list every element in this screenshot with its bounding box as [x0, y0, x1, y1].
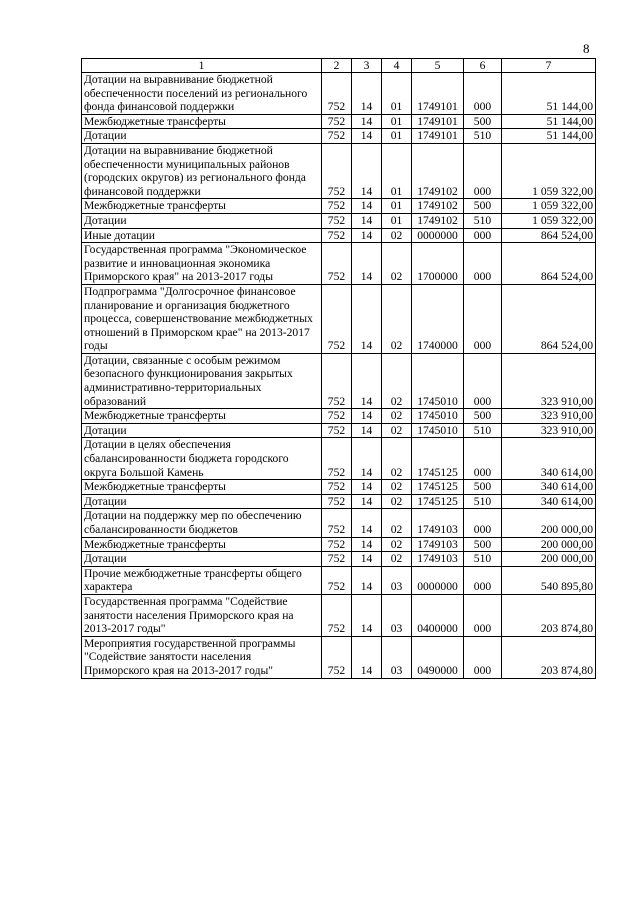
cell-col4: 01	[382, 143, 412, 198]
cell-col6: 510	[464, 213, 502, 228]
cell-col2: 752	[322, 284, 352, 353]
cell-col2: 752	[322, 480, 352, 495]
cell-col2: 752	[322, 353, 352, 408]
cell-amount: 1 059 322,00	[502, 213, 596, 228]
cell-col4: 02	[382, 284, 412, 353]
cell-name: Межбюджетные трансферты	[82, 480, 322, 495]
cell-col4: 01	[382, 199, 412, 214]
column-header: 1	[82, 59, 322, 73]
cell-col4: 01	[382, 129, 412, 144]
table-row	[82, 438, 596, 480]
cell-col4: 02	[382, 409, 412, 424]
cell-col2: 752	[322, 494, 352, 509]
cell-col4: 02	[382, 494, 412, 509]
cell-col3: 14	[352, 114, 382, 129]
cell-col3: 14	[352, 552, 382, 567]
cell-col6: 510	[464, 494, 502, 509]
cell-col3: 14	[352, 509, 382, 537]
cell-col5: 1700000	[412, 243, 464, 285]
cell-col6: 000	[464, 594, 502, 636]
table-row	[82, 509, 596, 537]
cell-col4: 02	[382, 552, 412, 567]
cell-name: Государственная программа "Экономическое развитие и инновационная экономика Приморского края" на 2013-2017 годы	[82, 243, 322, 285]
cell-col5: 0000000	[412, 228, 464, 243]
cell-col2: 752	[322, 509, 352, 537]
cell-col4: 02	[382, 509, 412, 537]
cell-name: Дотации на выравнивание бюджетной обеспеченности поселений из регионального фонда финансовой поддержки	[82, 73, 322, 115]
cell-name: Дотации на выравнивание бюджетной обеспеченности муниципальных районов (городских округов) из регионального фонда финансовой поддержки	[82, 143, 322, 198]
cell-col2: 752	[322, 73, 352, 115]
table-row	[82, 566, 596, 594]
cell-col3: 14	[352, 143, 382, 198]
cell-col4: 02	[382, 423, 412, 438]
cell-amount: 340 614,00	[502, 494, 596, 509]
cell-name: Мероприятия государственной программы "Содействие занятости населения Приморского края на 2013-2017 годы"	[82, 636, 322, 678]
cell-col5: 1745125	[412, 494, 464, 509]
cell-col2: 752	[322, 228, 352, 243]
cell-col2: 752	[322, 243, 352, 285]
cell-amount: 200 000,00	[502, 509, 596, 537]
cell-col4: 03	[382, 594, 412, 636]
cell-col6: 000	[464, 243, 502, 285]
table-row	[82, 114, 596, 129]
cell-name: Государственная программа "Содействие занятости населения Приморского края на 2013-2017 годы"	[82, 594, 322, 636]
table-row	[82, 636, 596, 678]
cell-name: Дотации на поддержку мер по обеспечению сбалансированности бюджетов	[82, 509, 322, 537]
cell-col3: 14	[352, 228, 382, 243]
cell-col6: 000	[464, 566, 502, 594]
cell-col2: 752	[322, 143, 352, 198]
budget-table	[81, 58, 596, 679]
cell-col5: 1749101	[412, 114, 464, 129]
cell-amount: 864 524,00	[502, 243, 596, 285]
cell-name: Дотации в целях обеспечения сбалансированности бюджета городского округа Большой Камень	[82, 438, 322, 480]
cell-col3: 14	[352, 636, 382, 678]
cell-col6: 000	[464, 228, 502, 243]
cell-col6: 500	[464, 199, 502, 214]
cell-col5: 1749103	[412, 552, 464, 567]
table-row	[82, 243, 596, 285]
column-header: 2	[322, 59, 352, 73]
cell-name: Прочие межбюджетные трансферты общего характера	[82, 566, 322, 594]
cell-col6: 000	[464, 509, 502, 537]
cell-amount: 323 910,00	[502, 353, 596, 408]
cell-col3: 14	[352, 423, 382, 438]
table-row	[82, 199, 596, 214]
cell-col5: 1745125	[412, 480, 464, 495]
cell-col4: 02	[382, 438, 412, 480]
cell-col2: 752	[322, 552, 352, 567]
header-row	[82, 59, 596, 73]
cell-col3: 14	[352, 73, 382, 115]
cell-amount: 203 874,80	[502, 636, 596, 678]
cell-col5: 1749102	[412, 213, 464, 228]
cell-col4: 01	[382, 114, 412, 129]
cell-col3: 14	[352, 594, 382, 636]
cell-name: Межбюджетные трансферты	[82, 114, 322, 129]
cell-col6: 000	[464, 438, 502, 480]
table-row	[82, 409, 596, 424]
cell-amount: 540 895,80	[502, 566, 596, 594]
cell-col3: 14	[352, 243, 382, 285]
cell-col3: 14	[352, 409, 382, 424]
cell-col6: 500	[464, 409, 502, 424]
cell-col4: 01	[382, 213, 412, 228]
cell-col6: 000	[464, 73, 502, 115]
column-header: 3	[352, 59, 382, 73]
cell-col4: 02	[382, 353, 412, 408]
cell-col3: 14	[352, 213, 382, 228]
cell-amount: 203 874,80	[502, 594, 596, 636]
cell-amount: 340 614,00	[502, 438, 596, 480]
cell-col2: 752	[322, 129, 352, 144]
cell-name: Дотации, связанные с особым режимом безопасного функционирования закрытых административно-территориальных образований	[82, 353, 322, 408]
page-number: 8	[583, 41, 590, 56]
cell-col3: 14	[352, 494, 382, 509]
cell-amount: 1 059 322,00	[502, 199, 596, 214]
cell-col3: 14	[352, 566, 382, 594]
cell-col5: 1749102	[412, 143, 464, 198]
cell-amount: 51 144,00	[502, 73, 596, 115]
cell-col6: 500	[464, 537, 502, 552]
cell-name: Межбюджетные трансферты	[82, 199, 322, 214]
cell-col4: 03	[382, 566, 412, 594]
cell-col5: 1749101	[412, 129, 464, 144]
cell-col5: 1745010	[412, 409, 464, 424]
cell-col6: 510	[464, 552, 502, 567]
cell-col4: 02	[382, 228, 412, 243]
cell-col5: 1745010	[412, 353, 464, 408]
table-row	[82, 129, 596, 144]
cell-col3: 14	[352, 284, 382, 353]
cell-col5: 0000000	[412, 566, 464, 594]
table-row	[82, 228, 596, 243]
cell-amount: 323 910,00	[502, 423, 596, 438]
cell-col4: 03	[382, 636, 412, 678]
cell-col3: 14	[352, 129, 382, 144]
cell-col3: 14	[352, 537, 382, 552]
cell-col6: 510	[464, 423, 502, 438]
cell-col2: 752	[322, 199, 352, 214]
cell-amount: 51 144,00	[502, 129, 596, 144]
table-row	[82, 423, 596, 438]
cell-amount: 864 524,00	[502, 228, 596, 243]
cell-amount: 51 144,00	[502, 114, 596, 129]
cell-col4: 02	[382, 537, 412, 552]
cell-amount: 200 000,00	[502, 537, 596, 552]
cell-col2: 752	[322, 423, 352, 438]
cell-col2: 752	[322, 537, 352, 552]
column-header: 4	[382, 59, 412, 73]
cell-col5: 0490000	[412, 636, 464, 678]
cell-name: Иные дотации	[82, 228, 322, 243]
cell-name: Дотации	[82, 213, 322, 228]
cell-col6: 000	[464, 636, 502, 678]
cell-amount: 1 059 322,00	[502, 143, 596, 198]
cell-col4: 02	[382, 480, 412, 495]
cell-col2: 752	[322, 566, 352, 594]
cell-col5: 1749103	[412, 509, 464, 537]
column-header: 6	[464, 59, 502, 73]
cell-amount: 340 614,00	[502, 480, 596, 495]
table-row	[82, 594, 596, 636]
table-row	[82, 284, 596, 353]
cell-name: Подпрограмма "Долгосрочное финансовое планирование и организация бюджетного процесса, совершенствование межбюджетных отношений в Приморском крае" на 2013-2017 годы	[82, 284, 322, 353]
table-row	[82, 353, 596, 408]
cell-col3: 14	[352, 199, 382, 214]
cell-col5: 1740000	[412, 284, 464, 353]
cell-col5: 1749101	[412, 73, 464, 115]
cell-name: Межбюджетные трансферты	[82, 409, 322, 424]
cell-col4: 02	[382, 243, 412, 285]
column-header: 7	[502, 59, 596, 73]
cell-name: Дотации	[82, 494, 322, 509]
cell-col6: 500	[464, 114, 502, 129]
table-row	[82, 537, 596, 552]
cell-col6: 000	[464, 284, 502, 353]
cell-name: Межбюджетные трансферты	[82, 537, 322, 552]
cell-amount: 323 910,00	[502, 409, 596, 424]
cell-col6: 000	[464, 353, 502, 408]
cell-col3: 14	[352, 438, 382, 480]
cell-col4: 01	[382, 73, 412, 115]
table-row	[82, 143, 596, 198]
cell-name: Дотации	[82, 129, 322, 144]
cell-col6: 000	[464, 143, 502, 198]
cell-col3: 14	[352, 480, 382, 495]
cell-col5: 1749103	[412, 537, 464, 552]
table-body	[82, 73, 596, 679]
cell-amount: 864 524,00	[502, 284, 596, 353]
cell-col2: 752	[322, 213, 352, 228]
cell-col2: 752	[322, 636, 352, 678]
table-row	[82, 480, 596, 495]
cell-col2: 752	[322, 594, 352, 636]
cell-col5: 1745125	[412, 438, 464, 480]
cell-col5: 0400000	[412, 594, 464, 636]
cell-col6: 500	[464, 480, 502, 495]
cell-col2: 752	[322, 114, 352, 129]
table-row	[82, 552, 596, 567]
cell-col6: 510	[464, 129, 502, 144]
cell-col5: 1745010	[412, 423, 464, 438]
cell-amount: 200 000,00	[502, 552, 596, 567]
table-row	[82, 73, 596, 115]
cell-col5: 1749102	[412, 199, 464, 214]
cell-name: Дотации	[82, 423, 322, 438]
cell-col2: 752	[322, 438, 352, 480]
table-row	[82, 494, 596, 509]
column-header: 5	[412, 59, 464, 73]
cell-col2: 752	[322, 409, 352, 424]
cell-name: Дотации	[82, 552, 322, 567]
cell-col3: 14	[352, 353, 382, 408]
table-row	[82, 213, 596, 228]
